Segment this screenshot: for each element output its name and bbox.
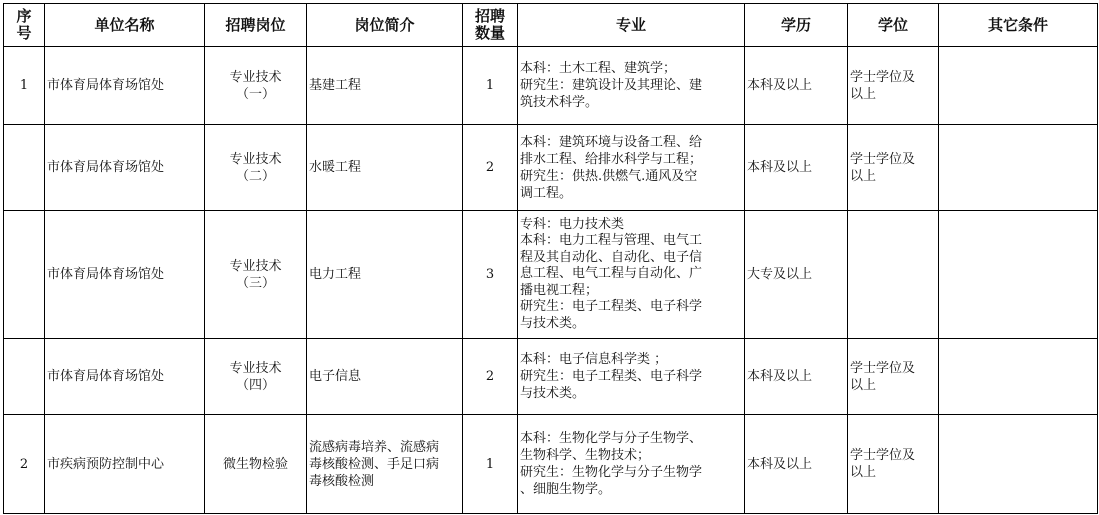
cell-education: 本科及以上 [745, 47, 848, 125]
cell-count: 3 [463, 211, 518, 339]
cell-post: 微生物检验 [205, 415, 307, 514]
table-row [4, 47, 1098, 125]
cell-count: 1 [463, 415, 518, 514]
cell-seq: 2 [4, 415, 45, 514]
recruitment-table [3, 3, 1098, 514]
cell-major: 本科：电子信息科学类 ； 研究生：电子工程类、电子科学 与技术类。 [518, 339, 745, 415]
cell-other [939, 211, 1098, 339]
cell-other [939, 125, 1098, 211]
header-post: 招聘岗位 [205, 4, 307, 47]
cell-post: 专业技术 （四） [205, 339, 307, 415]
cell-unit: 市体育局体育场馆处 [45, 211, 205, 339]
cell-education: 本科及以上 [745, 125, 848, 211]
cell-count: 1 [463, 47, 518, 125]
header-row [4, 4, 1098, 47]
cell-intro: 基建工程 [307, 47, 463, 125]
cell-major: 本科：生物化学与分子生物学、 生物科学、生物技术； 研究生：生物化学与分子生物学 、细胞生物学。 [518, 415, 745, 514]
cell-other [939, 415, 1098, 514]
header-education: 学历 [745, 4, 848, 47]
cell-seq [4, 339, 45, 415]
table-row [4, 339, 1098, 415]
cell-intro: 水暖工程 [307, 125, 463, 211]
cell-other [939, 47, 1098, 125]
header-unit: 单位名称 [45, 4, 205, 47]
cell-seq [4, 211, 45, 339]
cell-post: 专业技术 （一） [205, 47, 307, 125]
header-count: 招聘 数量 [463, 4, 518, 47]
cell-other [939, 339, 1098, 415]
cell-intro: 流感病毒培养、流感病 毒核酸检测、手足口病 毒核酸检测 [307, 415, 463, 514]
cell-degree: 学士学位及 以上 [848, 47, 939, 125]
header-seq: 序 号 [4, 4, 45, 47]
cell-count: 2 [463, 125, 518, 211]
cell-education: 本科及以上 [745, 339, 848, 415]
cell-degree: 学士学位及 以上 [848, 339, 939, 415]
cell-seq: 1 [4, 47, 45, 125]
cell-unit: 市疾病预防控制中心 [45, 415, 205, 514]
header-other: 其它条件 [939, 4, 1098, 47]
cell-degree [848, 211, 939, 339]
cell-education: 本科及以上 [745, 415, 848, 514]
cell-seq [4, 125, 45, 211]
cell-unit: 市体育局体育场馆处 [45, 339, 205, 415]
cell-major: 本科：建筑环境与设备工程、给 排水工程、给排水科学与工程； 研究生：供热.供燃气.通风及空 调工程。 [518, 125, 745, 211]
cell-degree: 学士学位及 以上 [848, 415, 939, 514]
cell-degree: 学士学位及 以上 [848, 125, 939, 211]
cell-intro: 电子信息 [307, 339, 463, 415]
header-intro: 岗位简介 [307, 4, 463, 47]
header-major: 专业 [518, 4, 745, 47]
cell-intro: 电力工程 [307, 211, 463, 339]
table-row [4, 211, 1098, 339]
table-row [4, 415, 1098, 514]
cell-unit: 市体育局体育场馆处 [45, 47, 205, 125]
cell-count: 2 [463, 339, 518, 415]
cell-unit: 市体育局体育场馆处 [45, 125, 205, 211]
header-degree: 学位 [848, 4, 939, 47]
cell-education: 大专及以上 [745, 211, 848, 339]
cell-major: 专科：电力技术类 本科：电力工程与管理、电气工 程及其自动化、自动化、电子信 息工程、电气工程与自动化、广 播电视工程； 研究生：电子工程类、电子科学 与技术类。 [518, 211, 745, 339]
cell-post: 专业技术 （三） [205, 211, 307, 339]
cell-major: 本科：土木工程、建筑学； 研究生：建筑设计及其理论、建 筑技术科学。 [518, 47, 745, 125]
cell-post: 专业技术 （二） [205, 125, 307, 211]
table-row [4, 125, 1098, 211]
